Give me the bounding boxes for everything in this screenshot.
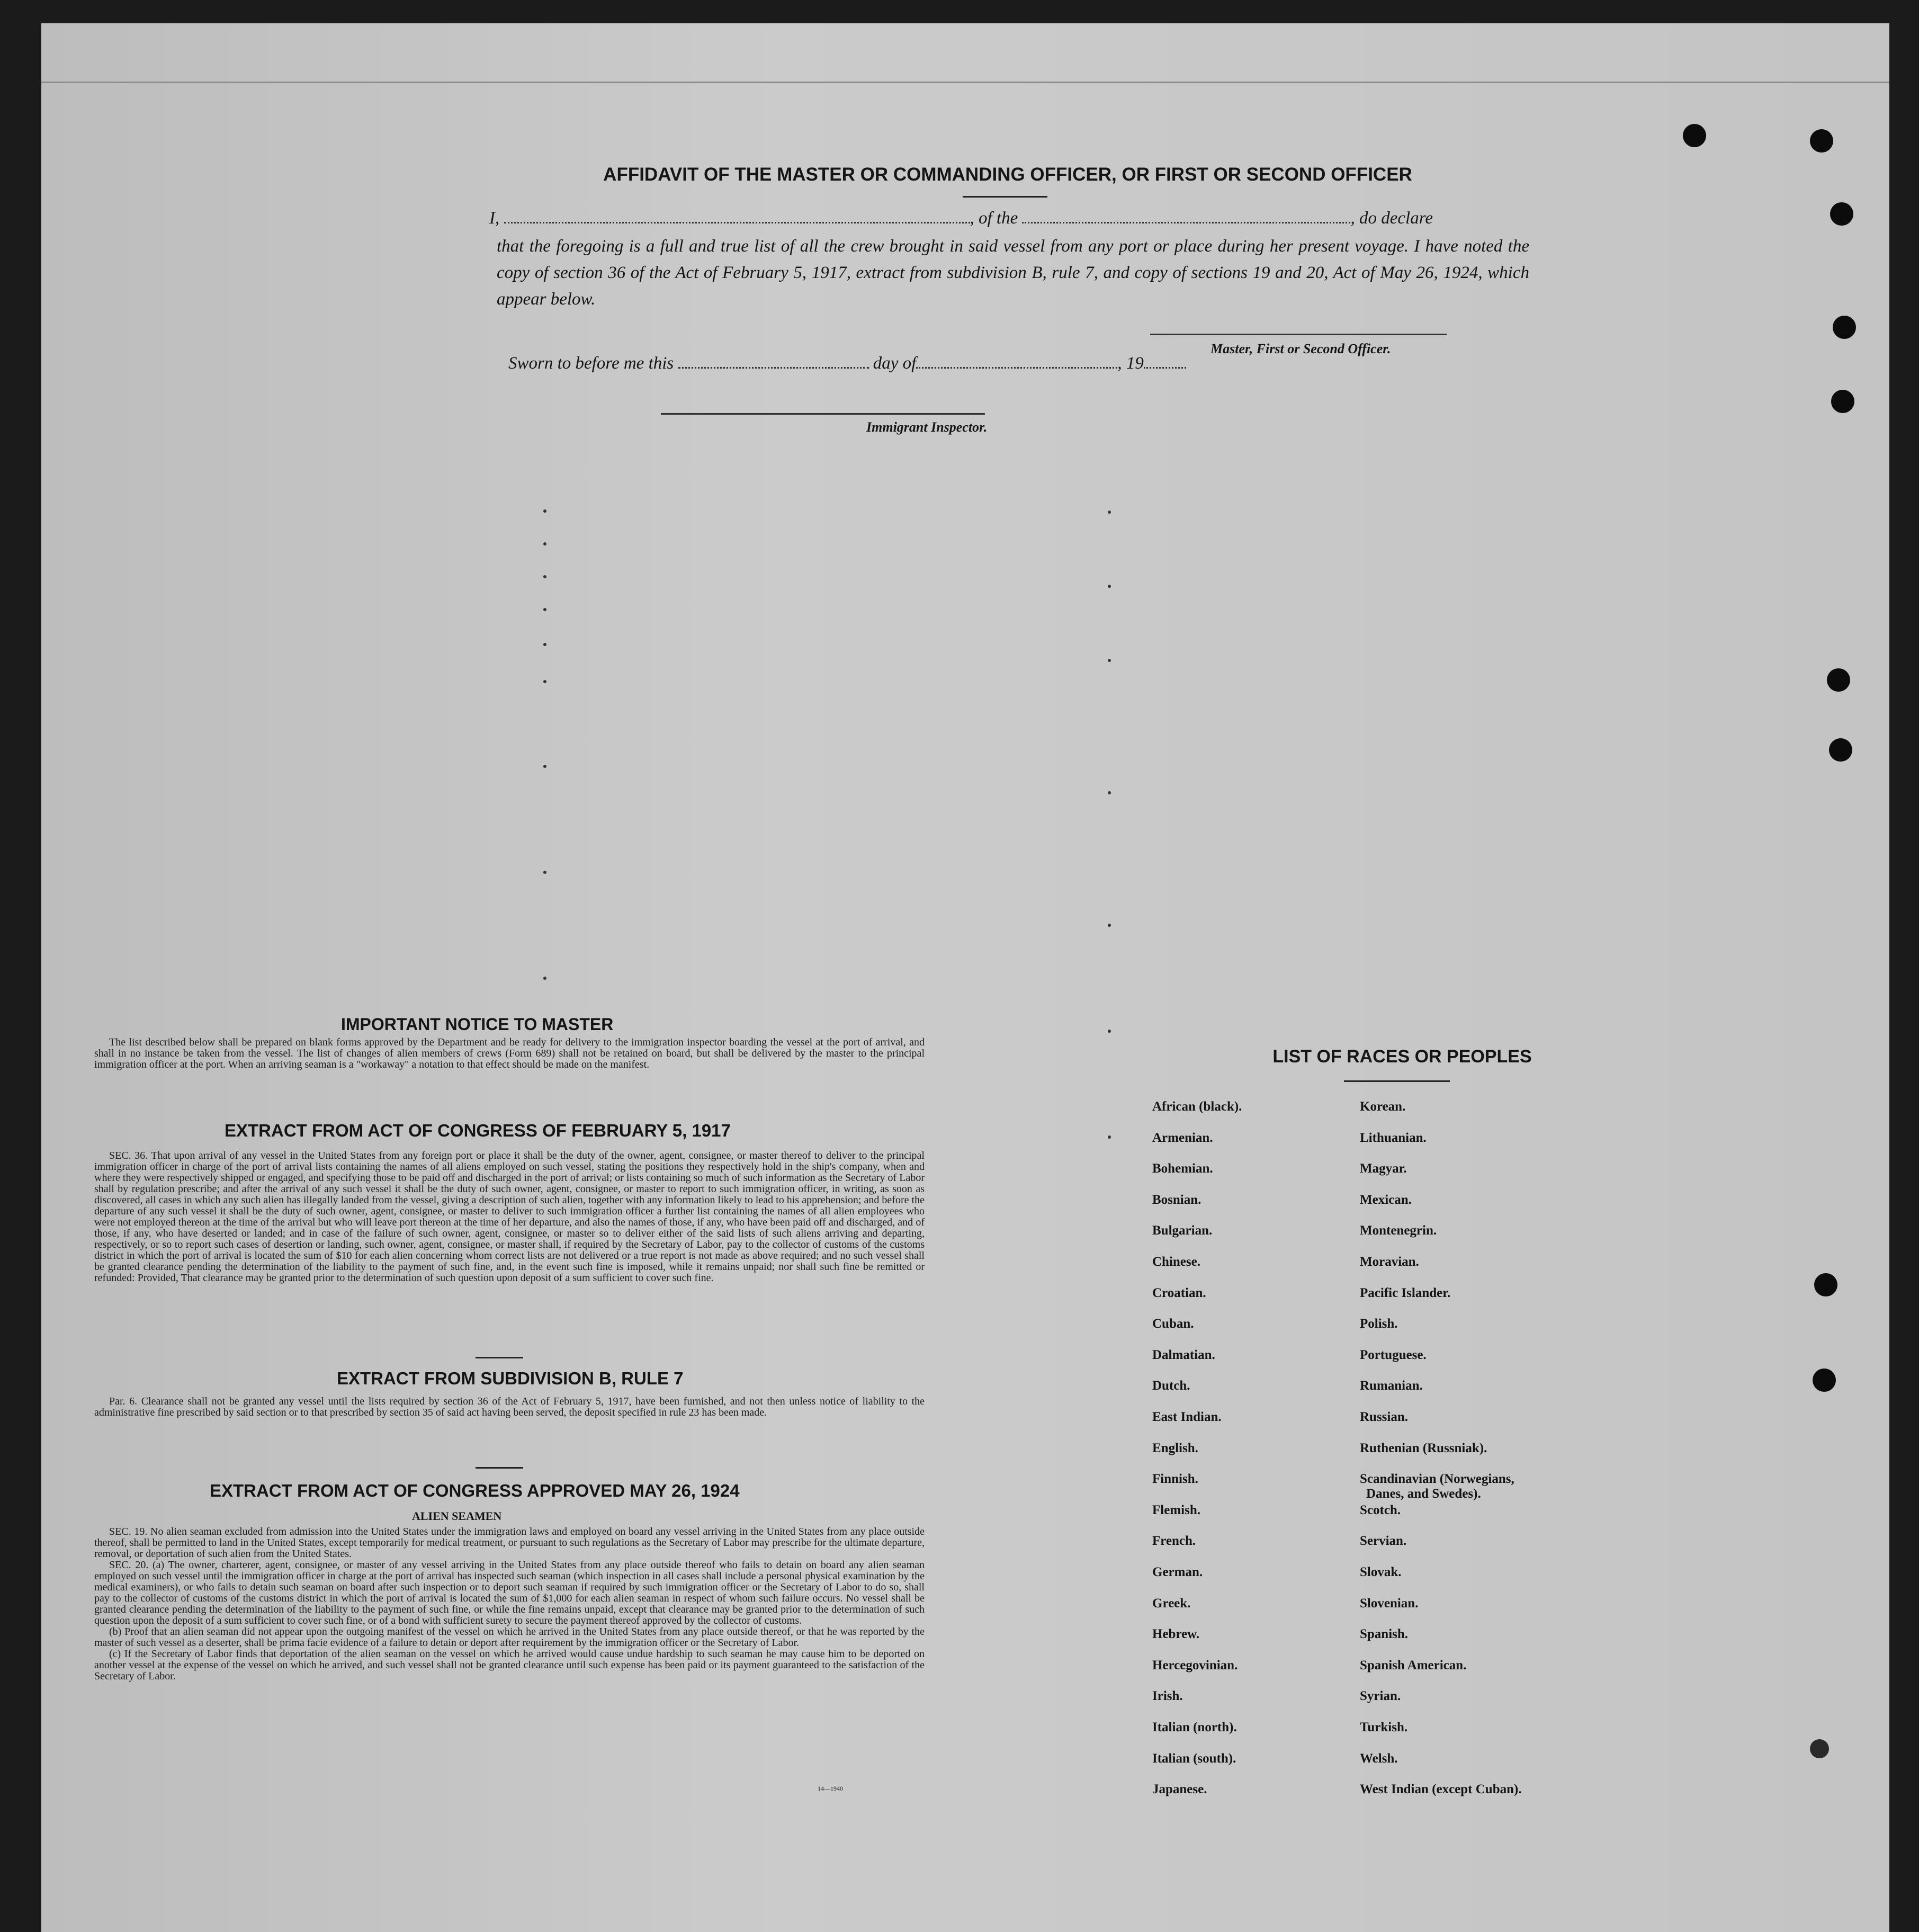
- inspector-signature-label: Immigrant Inspector.: [866, 419, 988, 435]
- race-item: Chinese.: [1152, 1255, 1200, 1269]
- affidavit-body: that the foregoing is a full and true list of all the crew brought in said vessel from any port or place during her present voyage. I have noted the copy of section 36 of the Act of February 5, 1917, extract from subdivision B, rule 7, and copy of sections 19 and 20, Act of May 26, 1924, which appear below.: [497, 237, 1529, 309]
- title-underline: [963, 196, 1047, 198]
- binder-hole-3: [1830, 202, 1853, 226]
- race-item: Portuguese.: [1360, 1348, 1427, 1362]
- race-item: English.: [1152, 1441, 1198, 1455]
- document-page: [41, 23, 1889, 1932]
- form-number: 14—1940: [818, 1785, 843, 1792]
- race-item: Greek.: [1152, 1596, 1191, 1611]
- race-item: Flemish.: [1152, 1503, 1200, 1517]
- race-item: West Indian (except Cuban).: [1360, 1782, 1522, 1796]
- speck: [543, 765, 546, 768]
- race-item: Magyar.: [1360, 1161, 1407, 1176]
- speck: [1108, 659, 1111, 662]
- race-item: Bosnian.: [1152, 1193, 1201, 1207]
- race-item: Italian (north).: [1152, 1720, 1237, 1734]
- race-item: Finnish.: [1152, 1472, 1198, 1486]
- race-item: Japanese.: [1152, 1782, 1207, 1796]
- declarant-name-field[interactable]: [504, 221, 970, 223]
- binder-hole-4: [1833, 316, 1856, 339]
- race-item: Korean.: [1360, 1099, 1406, 1114]
- affidavit-title: AFFIDAVIT OF THE MASTER OR COMMANDING OFFICER, OR FIRST OR SECOND OFFICER: [603, 164, 1412, 185]
- sec-20c-paragraph: (c) If the Secretary of Labor finds that deportation of the alien seaman on the vessel on which he arrived would cause undue hardship to such seaman he may cause him to be deported on another vessel at the expense of the vessel on which he arrived, and such vessel shall not be granted clearance until such expense has been paid or its payment guaranteed to the satisfaction of the Secretary of Labor.: [94, 1648, 925, 1682]
- race-item: Turkish.: [1360, 1720, 1408, 1734]
- race-item: Armenian.: [1152, 1131, 1213, 1145]
- notice-paragraph: The list described below shall be prepared on blank forms approved by the Department and be ready for delivery to the immigration inspector boarding the vessel at the port of arrival, and shall in no instance be taken from the vessel. The list of changes of alien members of crews (Form 689) shall not be retained on board, but shall be delivered by the master to the principal immigration officer at the port. When an arriving seaman is a "workaway" a notation to that effect should be made on the manifest.: [94, 1036, 925, 1070]
- race-item: Cuban.: [1152, 1317, 1194, 1331]
- sworn-day-field[interactable]: [678, 366, 869, 369]
- race-item: Italian (south).: [1152, 1751, 1236, 1766]
- race-item: Rumanian.: [1360, 1379, 1423, 1393]
- race-item: Scotch.: [1360, 1503, 1401, 1517]
- race-item: Pacific Islander.: [1360, 1286, 1451, 1300]
- master-signature-label: Master, First or Second Officer.: [1210, 341, 1391, 356]
- section-divider: [476, 1357, 523, 1358]
- race-item: Dalmatian.: [1152, 1348, 1215, 1362]
- speck: [543, 643, 546, 646]
- race-item: Russian.: [1360, 1410, 1409, 1424]
- race-item: African (black).: [1152, 1099, 1242, 1114]
- par-6-paragraph: Par. 6. Clearance shall not be granted any vessel until the lists required by section 36 of the Act of February 5, 1917, have been furnished, and not then unless notice of liability to the administrative fine prescribed by said section or to that prescribed by section 35 of said act having been served, the deposit specified in rule 23 has been made.: [94, 1396, 925, 1418]
- race-item: Welsh.: [1360, 1751, 1398, 1766]
- speck: [543, 977, 546, 980]
- notice-text: [94, 1037, 925, 1070]
- race-item: Slovenian.: [1360, 1596, 1419, 1611]
- of-the-label: , of the: [970, 209, 1018, 228]
- notice-title: IMPORTANT NOTICE TO MASTER: [341, 1015, 614, 1034]
- speck: [1108, 511, 1111, 514]
- races-underline: [1344, 1080, 1450, 1082]
- master-signature-line[interactable]: [1150, 334, 1447, 335]
- section-36-paragraph: SEC. 36. That upon arrival of any vessel in the United States from any foreign port or place it shall be the duty of the owner, agent, consignee, or master thereof to deliver to the principal immigration officer in charge of the port of arrival lists containing the names of all aliens employed on such vessel, stating the positions they respectively hold in the ship's company, when and where they were respectively shipped or engaged, and specifying those to be paid off and discharged in the port of arrival; or lists containing so much of such information as the Secretary of Labor shall by regulation prescribe; and after the arrival of any such vessel it shall be the duty of such owner, agent, consignee, or master to report to such immigration officer, in writing, as soon as discovered, all cases in which any such alien has illegally landed from the vessel, giving a description of such alien, together with any information likely to lead to his apprehension; and before the departure of any such vessel it shall be the duty of such owner, agent, consignee, or master to deliver to such immigration officer a further list containing the names of all alien employees who were not employed thereon at the time of the arrival but who will leave port thereon at the time of her departure, and also the names of those, if any, who have been paid off and discharged, and of those, if any, who have deserted or landed; and in case of the failure of such owner, agent, consignee, or master so to deliver either of the said lists of such aliens arriving and departing, respectively, or so to report such cases of desertion or landing, such owner, agent, consignee, or master shall, if required by the Secretary of Labor, pay to the collector of customs of the customs district in which the port of arrival is located the sum of $10 for each alien concerning whom correct lists are not delivered or a true report is not made as above required; and no such vessel shall be granted clearance pending the determination of the liability to the payment of such fine, and, in the event such fine is imposed, while it remains unpaid; nor shall such fine be remitted or refunded: Provided, That clearance may be granted prior to the determination of such question upon deposit of a sum sufficient to cover such fine.: [94, 1150, 925, 1284]
- inspector-signature-line[interactable]: [661, 413, 985, 415]
- speck: [543, 542, 546, 545]
- race-item: Dutch.: [1152, 1379, 1190, 1393]
- binder-hole-9: [1813, 1368, 1836, 1392]
- sworn-prefix: Sworn to before me this: [508, 354, 674, 373]
- sworn-year-label: , 19: [1117, 354, 1144, 373]
- extract-rule7-text: [94, 1396, 925, 1418]
- speck: [1108, 791, 1111, 794]
- race-item: Croatian.: [1152, 1286, 1206, 1300]
- speck: [1108, 1135, 1111, 1139]
- speck: [543, 871, 546, 874]
- race-item: Polish.: [1360, 1317, 1398, 1331]
- race-item: French.: [1152, 1534, 1196, 1548]
- speck: [543, 608, 546, 611]
- speck: [1108, 924, 1111, 927]
- race-item: Bohemian.: [1152, 1161, 1213, 1176]
- speck: [1108, 1030, 1111, 1033]
- sec-20a-paragraph: SEC. 20. (a) The owner, charterer, agent, consignee, or master of any vessel arriving in the United States from any place outside thereof who fails to detain on board any alien seaman employed on such vessel until the immigration officer in charge at the port of arrival has inspected such seaman (which inspection in all cases shall include a personal physical examination by the medical examiners), or who fails to detain such seaman on board after such inspection or to deport such seaman if required by such immigration officer or the Secretary of Labor to do so, shall pay to the collector of customs of the customs district in which the port of arrival is located the sum of $1,000 for each alien seaman in respect of whom such failure occurs. No vessel shall be granted clearance pending the determination of the liability to the payment of such fine, or while the fine remains unpaid, except that clearance may be granted prior to the determination of such question upon the deposit of a sum sufficient to cover such fine, or of a bond with sufficient surety to secure the payment thereof approved by the collector of customs.: [94, 1559, 925, 1626]
- binder-hole-10: [1810, 1739, 1829, 1758]
- race-item: East Indian.: [1152, 1410, 1222, 1424]
- do-declare-label: , do declare: [1350, 209, 1433, 228]
- race-item: Lithuanian.: [1360, 1131, 1427, 1145]
- binder-hole-8: [1814, 1273, 1837, 1296]
- speck: [1108, 585, 1111, 588]
- extract-1924-text: [94, 1526, 925, 1682]
- extract-1917-text: [94, 1150, 925, 1284]
- race-item: Mexican.: [1360, 1193, 1412, 1207]
- speck: [543, 680, 546, 683]
- race-item: Syrian.: [1360, 1689, 1401, 1703]
- declarant-line: [489, 209, 1433, 228]
- binder-hole-5: [1831, 390, 1854, 413]
- speck: [543, 575, 546, 578]
- sworn-year-field[interactable]: [1144, 366, 1186, 369]
- speck: [543, 509, 546, 513]
- race-item: Moravian.: [1360, 1255, 1419, 1269]
- sec-20b-paragraph: (b) Proof that an alien seaman did not appear upon the outgoing manifest of the vessel on which he arrived in the United States from any place outside thereof, or that he was reported by the master of such vessel as a deserter, shall be prima facie evidence of a failure to detain or deport after requirement by the immigration officer or the Secretary of Labor.: [94, 1626, 925, 1649]
- race-item: Bulgarian.: [1152, 1223, 1213, 1238]
- vessel-name-field[interactable]: [1022, 221, 1350, 223]
- binder-hole-2: [1810, 129, 1833, 153]
- binder-hole-7: [1829, 738, 1852, 762]
- page-fold-line: [41, 82, 1889, 83]
- binder-hole-1: [1683, 124, 1706, 147]
- declarant-i-label: I,: [489, 209, 500, 228]
- extract-rule7-title: EXTRACT FROM SUBDIVISION B, RULE 7: [337, 1368, 684, 1388]
- race-item: Hebrew.: [1152, 1627, 1200, 1641]
- day-of-label: day of: [873, 354, 917, 373]
- race-item: Scandinavian (Norwegians,: [1360, 1472, 1514, 1486]
- race-item: Danes, and Swedes).: [1366, 1487, 1481, 1501]
- race-item: Montenegrin.: [1360, 1223, 1437, 1238]
- race-item: Spanish American.: [1360, 1658, 1467, 1672]
- binder-hole-6: [1827, 668, 1850, 692]
- alien-seamen-subtitle: ALIEN SEAMEN: [412, 1509, 502, 1523]
- race-item: Hercegovinian.: [1152, 1658, 1238, 1672]
- races-title: LIST OF RACES OR PEOPLES: [1272, 1046, 1532, 1067]
- sec-19-paragraph: SEC. 19. No alien seaman excluded from admission into the United States under the immigration laws and employed on board any vessel arriving in the United States from any place outside thereof, shall be permitted to land in the United States, except temporarily for medical treatment, or pursuant to such regulations as the Secretary of Labor may prescribe for the ultimate departure, removal, or deportation of such alien from the United States.: [94, 1526, 925, 1560]
- race-item: Spanish.: [1360, 1627, 1409, 1641]
- sworn-month-field[interactable]: [916, 366, 1117, 369]
- race-item: Ruthenian (Russniak).: [1360, 1441, 1487, 1455]
- section-divider: [476, 1467, 523, 1469]
- race-item: German.: [1152, 1565, 1203, 1579]
- extract-1924-title: EXTRACT FROM ACT OF CONGRESS APPROVED MAY 26, 1924: [210, 1481, 740, 1500]
- race-item: Servian.: [1360, 1534, 1407, 1548]
- race-item: Slovak.: [1360, 1565, 1402, 1579]
- extract-1917-title: EXTRACT FROM ACT OF CONGRESS OF FEBRUARY 5, 1917: [225, 1121, 731, 1140]
- race-item: Irish.: [1152, 1689, 1183, 1703]
- sworn-line: [508, 354, 1186, 373]
